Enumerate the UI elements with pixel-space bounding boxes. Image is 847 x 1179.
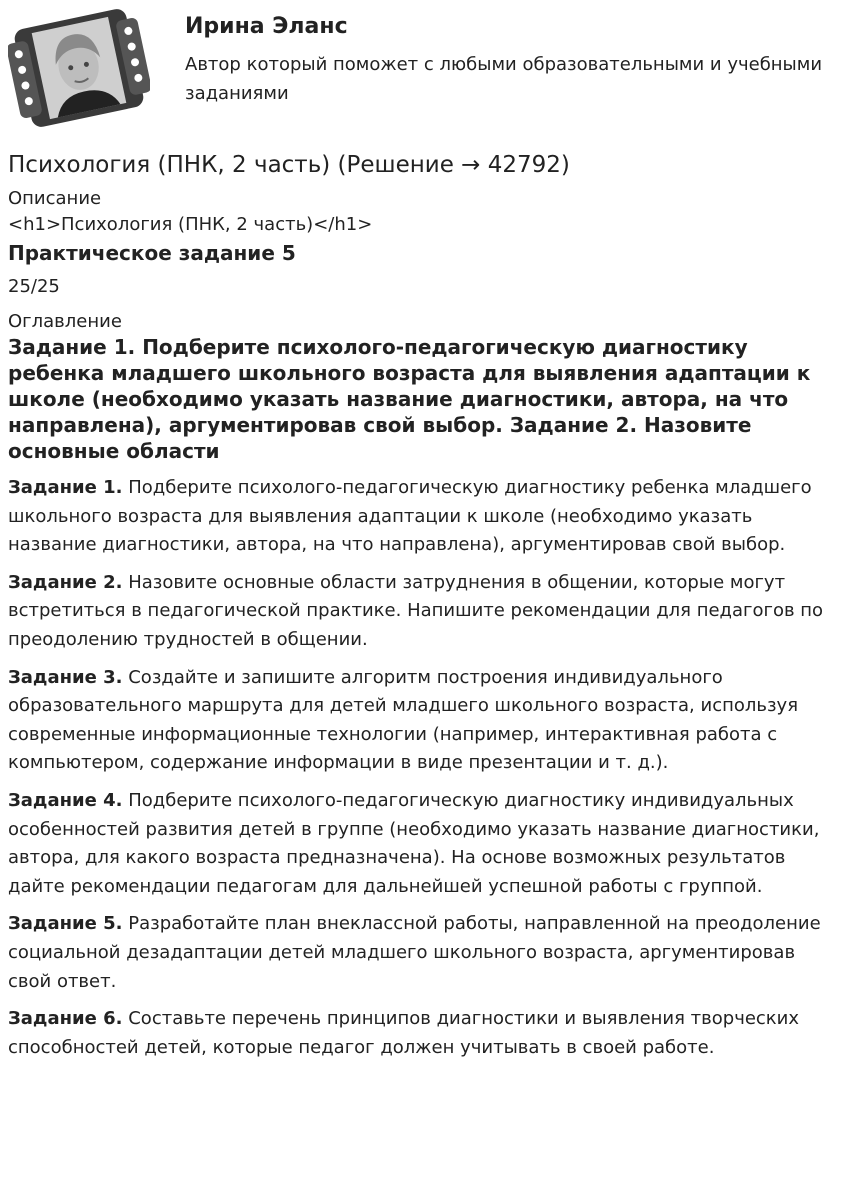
task-label: Задание 6. bbox=[8, 1008, 123, 1030]
avatar-film-frame-icon bbox=[8, 8, 150, 128]
task-label: Задание 3. bbox=[8, 666, 123, 688]
assignment-subtitle: Практическое задание 5 bbox=[8, 241, 296, 265]
author-header bbox=[0, 0, 847, 140]
task-text: Составьте перечень принципов диагностики и выявления творческих способностей детей, которые педагог должен учитывать в своей работе. bbox=[8, 1008, 800, 1058]
raw-heading: <h1>Психология (ПНК, 2 часть)</h1> bbox=[8, 214, 373, 235]
task-label: Задание 5. bbox=[8, 913, 123, 935]
task-item bbox=[8, 1005, 840, 1062]
task-item bbox=[8, 569, 840, 655]
author-name: Ирина Эланс bbox=[185, 14, 348, 39]
author-description: Автор который поможет с любыми образовательными и учебными заданиями bbox=[185, 54, 823, 104]
toc-heading: Задание 1. Подберите психолого-педагогическую диагностику ребенка младшего школьного возраста для выявления адаптации к школе (необходимо указать название диагностики, автора, на что направлена), аргументировав свой выбор. Задание 2. Назовите основные области bbox=[8, 335, 811, 463]
page-title: Психология (ПНК, 2 часть) (Решение → 42792) bbox=[8, 152, 570, 178]
task-item bbox=[8, 474, 840, 560]
author-avatar bbox=[8, 8, 150, 128]
task-label: Задание 4. bbox=[8, 789, 123, 811]
task-text: Разработайте план внеклассной работы, направленной на преодоление социальной дезадаптации детей младшего школьного возраста, аргументировав свой ответ. bbox=[8, 913, 821, 992]
task-label: Задание 2. bbox=[8, 571, 123, 593]
task-item bbox=[8, 787, 840, 901]
toc-label: Оглавление bbox=[8, 311, 122, 332]
task-text: Подберите психолого-педагогическую диагностику ребенка младшего школьного возраста для выявления адаптации к школе (необходимо указать название диагностики, автора, на что направлена), аргументировав свой выбор. bbox=[8, 477, 812, 556]
task-text: Назовите основные области затруднения в общении, которые могут встретиться в педагогической практике. Напишите рекомендации для педагогов по преодолению трудностей в общении. bbox=[8, 571, 824, 650]
task-text: Подберите психолого-педагогическую диагностику индивидуальных особенностей развития детей в группе (необходимо указать название диагностики, автора, для какого возраста предназначена). На основе возможных результатов дайте рекомендации педагогам для дальнейшей успешной работы с группой. bbox=[8, 789, 820, 897]
score-badge: 25/25 bbox=[8, 276, 60, 297]
task-item bbox=[8, 910, 840, 996]
task-text: Создайте и запишите алгоритм построения индивидуального образовательного маршрута для детей младшего школьного возраста, используя современные информационные технологии (например, интерактивная работа с компьютером, содержание информации в виде презентации и т. д.). bbox=[8, 666, 799, 774]
description-label: Описание bbox=[8, 188, 102, 209]
main-content bbox=[8, 148, 840, 1071]
task-item bbox=[8, 664, 840, 778]
task-label: Задание 1. bbox=[8, 477, 123, 498]
